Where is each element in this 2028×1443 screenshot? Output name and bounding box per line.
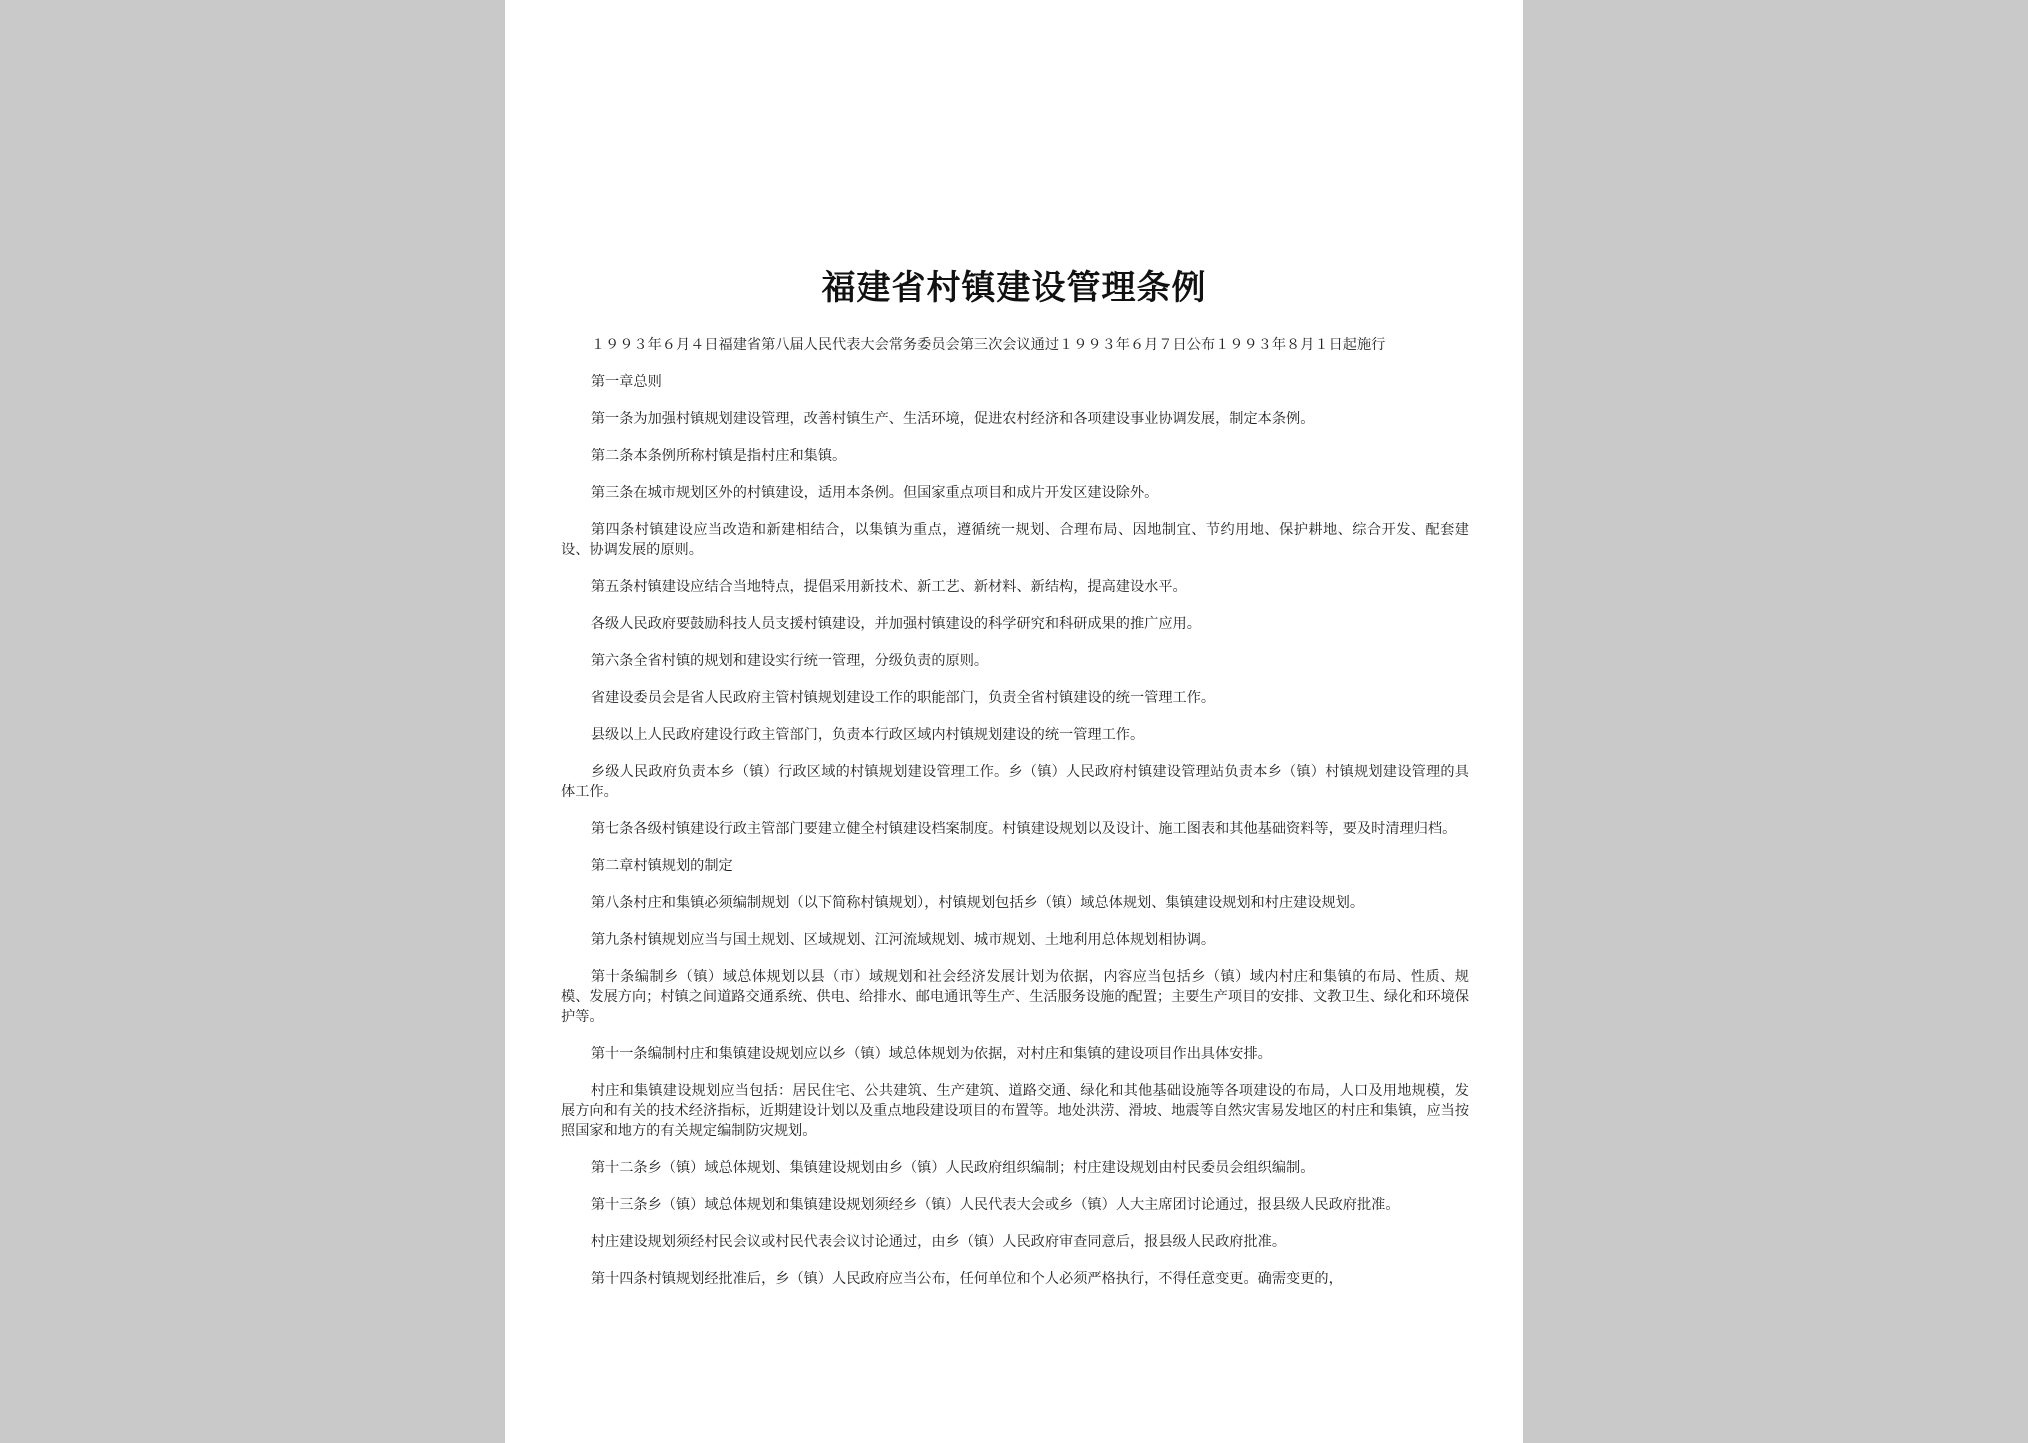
document-paragraph: 第四条村镇建设应当改造和新建相结合，以集镇为重点，遵循统一规划、合理布局、因地制宜、节约用地、保护耕地、综合开发、配套建设、协调发展的原则。 [561,522,1469,558]
document-paragraph: 各级人民政府要鼓励科技人员支援村镇建设，并加强村镇建设的科学研究和科研成果的推广应用。 [590,616,1201,632]
document-paragraph: 第七条各级村镇建设行政主管部门要建立健全村镇建设档案制度。村镇建设规划以及设计、施工图表和其他基础资料等，要及时清理归档。 [590,821,1457,837]
document-paragraph: 县级以上人民政府建设行政主管部门，负责本行政区域内村镇规划建设的统一管理工作。 [590,727,1145,743]
document-paragraph: 第十条编制乡（镇）域总体规划以县（市）域规划和社会经济发展计划为依据，内容应当包括乡（镇）域内村庄和集镇的布局、性质、规模、发展方向；村镇之间道路交通系统、供电、给排水、邮电通讯等生产、生活服务设施的配置；主要生产项目的安排、文教卫生、绿化和环境保护等。 [561,969,1470,1025]
document-body [561,335,1469,1306]
document-paragraph: 第五条村镇建设应结合当地特点，提倡采用新技术、新工艺、新材料、新结构，提高建设水平。 [590,579,1187,595]
document-paragraph: 第八条村庄和集镇必须编制规划（以下简称村镇规划），村镇规划包括乡（镇）域总体规划、集镇建设规划和村庄建设规划。 [590,895,1365,911]
document-paragraph: 第一条为加强村镇规划建设管理，改善村镇生产、生活环境，促进农村经济和各项建设事业协调发展，制定本条例。 [590,411,1315,427]
document-page [505,0,1523,1443]
document-paragraph: 第十四条村镇规划经批准后，乡（镇）人民政府应当公布，任何单位和个人必须严格执行，不得任意变更。确需变更的， [590,1271,1343,1287]
document-paragraph: 村庄和集镇建设规划应当包括：居民住宅、公共建筑、生产建筑、道路交通、绿化和其他基础设施等各项建设的布局，人口及用地规模，发展方向和有关的技术经济指标，近期建设计划以及重点地段建设项目的布置等。地处洪涝、滑坡、地震等自然灾害易发地区的村庄和集镇，应当按照国家和地方的有关规定编制防灾规划。 [561,1083,1470,1139]
document-paragraph: 村庄建设规划须经村民会议或村民代表会议讨论通过，由乡（镇）人民政府审查同意后，报县级人民政府批准。 [590,1234,1287,1250]
document-paragraph: 第二章村镇规划的制定 [590,858,733,874]
document-paragraph: １９９３年６月４日福建省第八届人民代表大会常务委员会第三次会议通过１９９３年６月７日公布１９９３年８月１日起施行 [590,337,1386,353]
document-paragraph: 第三条在城市规划区外的村镇建设，适用本条例。但国家重点项目和成片开发区建设除外。 [590,485,1159,501]
document-paragraph: 第十二条乡（镇）域总体规划、集镇建设规划由乡（镇）人民政府组织编制；村庄建设规划由村民委员会组织编制。 [590,1160,1315,1176]
document-paragraph: 省建设委员会是省人民政府主管村镇规划建设工作的职能部门，负责全省村镇建设的统一管理工作。 [590,690,1216,706]
document-paragraph: 第十一条编制村庄和集镇建设规划应以乡（镇）域总体规划为依据，对村庄和集镇的建设项目作出具体安排。 [590,1046,1272,1062]
document-title: 福建省村镇建设管理条例 [821,268,1207,308]
document-paragraph: 第二条本条例所称村镇是指村庄和集镇。 [590,448,847,464]
document-paragraph: 第六条全省村镇的规划和建设实行统一管理，分级负责的原则。 [590,653,989,669]
document-paragraph: 第一章总则 [590,374,662,390]
document-paragraph: 乡级人民政府负责本乡（镇）行政区域的村镇规划建设管理工作。乡（镇）人民政府村镇建设管理站负责本乡（镇）村镇规划建设管理的具体工作。 [561,764,1469,800]
document-paragraph: 第九条村镇规划应当与国土规划、区域规划、江河流域规划、城市规划、土地利用总体规划相协调。 [590,932,1216,948]
document-paragraph: 第十三条乡（镇）域总体规划和集镇建设规划须经乡（镇）人民代表大会或乡（镇）人大主席团讨论通过，报县级人民政府批准。 [590,1197,1400,1213]
